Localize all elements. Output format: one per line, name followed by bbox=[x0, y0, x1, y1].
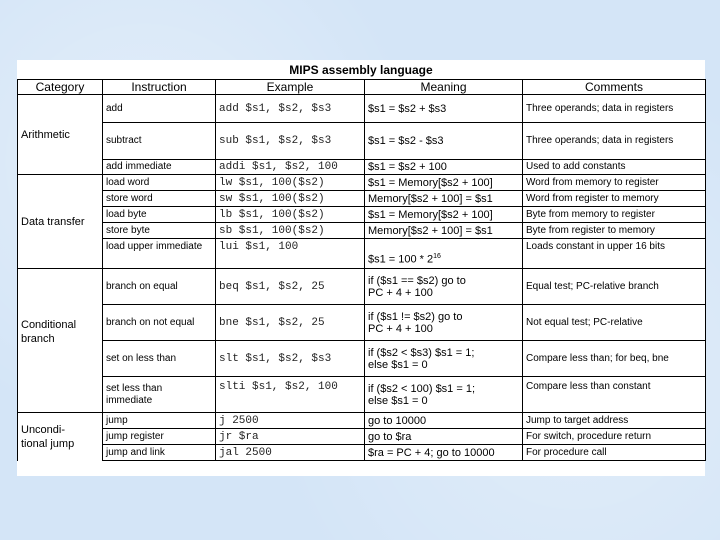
table-row bbox=[18, 377, 706, 413]
meaning-cell: Memory[$s2 + 100] = $s1 bbox=[365, 223, 523, 239]
meaning-cell: go to 10000 bbox=[365, 413, 523, 429]
meaning-line: if ($s2 < 100) $s1 = 1; bbox=[368, 382, 476, 395]
instruction-cell: add immediate bbox=[103, 160, 216, 175]
comment-cell: Three operands; data in registers bbox=[523, 123, 706, 160]
example-cell: jr $ra bbox=[216, 429, 365, 445]
instruction-cell: jump and link bbox=[103, 445, 216, 461]
meaning-cell: go to $ra bbox=[365, 429, 523, 445]
comment-cell: Equal test; PC-relative branch bbox=[523, 269, 706, 305]
meaning-cell bbox=[365, 377, 523, 413]
table-row bbox=[18, 191, 706, 207]
example-cell: j 2500 bbox=[216, 413, 365, 429]
example-cell: addi $s1, $s2, 100 bbox=[216, 160, 365, 175]
comment-cell: Byte from register to memory bbox=[523, 223, 706, 239]
instruction-cell: store byte bbox=[103, 223, 216, 239]
category-unconditional-jump bbox=[18, 413, 103, 461]
table-row bbox=[18, 239, 706, 269]
meaning-line: else $s1 = 0 bbox=[368, 394, 428, 407]
example-cell: sub $s1, $s2, $s3 bbox=[216, 123, 365, 160]
exponent: 16 bbox=[433, 253, 441, 261]
meaning-line: PC + 4 + 100 bbox=[368, 322, 433, 335]
example-cell: beq $s1, $s2, 25 bbox=[216, 269, 365, 305]
table-row bbox=[18, 223, 706, 239]
category-line: Conditional bbox=[21, 319, 77, 331]
category-arithmetic: Arithmetic bbox=[18, 95, 103, 175]
instruction-cell: branch on not equal bbox=[103, 305, 216, 341]
table-row bbox=[18, 269, 706, 305]
instruction-cell: branch on equal bbox=[103, 269, 216, 305]
instruction-line: set less than bbox=[106, 382, 163, 394]
meaning-cell: $s1 = $s2 - $s3 bbox=[365, 123, 523, 160]
meaning-cell: $ra = PC + 4; go to 10000 bbox=[365, 445, 523, 461]
meaning-text: $s1 = 100 * 2 bbox=[368, 254, 434, 266]
meaning-cell: $s1 = Memory[$s2 + 100] bbox=[365, 207, 523, 223]
example-cell: lui $s1, 100 bbox=[216, 239, 365, 269]
instruction-cell: add bbox=[103, 95, 216, 123]
comment-cell: Word from memory to register bbox=[523, 175, 706, 191]
instruction-cell: subtract bbox=[103, 123, 216, 160]
table-row bbox=[18, 160, 706, 175]
instruction-cell: set on less than bbox=[103, 341, 216, 377]
table-row bbox=[18, 207, 706, 223]
meaning-cell bbox=[365, 239, 523, 269]
table-row bbox=[18, 429, 706, 445]
meaning-cell: Memory[$s2 + 100] = $s1 bbox=[365, 191, 523, 207]
table-row bbox=[18, 305, 706, 341]
category-data-transfer: Data transfer bbox=[18, 175, 103, 269]
category-conditional-branch bbox=[18, 269, 103, 413]
meaning-cell bbox=[365, 305, 523, 341]
table-title: MIPS assembly language bbox=[289, 63, 433, 77]
comment-cell: Byte from memory to register bbox=[523, 207, 706, 223]
example-cell: slt $s1, $s2, $s3 bbox=[216, 341, 365, 377]
table-row bbox=[18, 445, 706, 461]
example-cell: sb $s1, 100($s2) bbox=[216, 223, 365, 239]
header-example: Example bbox=[216, 80, 365, 95]
category-line: tional jump bbox=[21, 437, 75, 450]
example-cell: jal 2500 bbox=[216, 445, 365, 461]
comment-cell: For procedure call bbox=[523, 445, 706, 461]
instruction-line: immediate bbox=[106, 394, 153, 406]
meaning-cell: $s1 = $s2 + $s3 bbox=[365, 95, 523, 123]
instruction-cell: store word bbox=[103, 191, 216, 207]
instruction-cell: load upper immediate bbox=[103, 239, 216, 269]
meaning-cell: $s1 = $s2 + 100 bbox=[365, 160, 523, 175]
header-meaning: Meaning bbox=[365, 80, 523, 95]
example-cell: bne $s1, $s2, 25 bbox=[216, 305, 365, 341]
meaning-cell: $s1 = Memory[$s2 + 100] bbox=[365, 175, 523, 191]
example-cell: lb $s1, 100($s2) bbox=[216, 207, 365, 223]
comment-cell: Three operands; data in registers bbox=[523, 95, 706, 123]
table-row bbox=[18, 175, 706, 191]
example-cell: sw $s1, 100($s2) bbox=[216, 191, 365, 207]
instruction-cell: jump bbox=[103, 413, 216, 429]
comment-cell: Jump to target address bbox=[523, 413, 706, 429]
instruction-cell: load word bbox=[103, 175, 216, 191]
example-cell: add $s1, $s2, $s3 bbox=[216, 95, 365, 123]
table-row bbox=[18, 413, 706, 429]
comment-cell: Loads constant in upper 16 bits bbox=[523, 239, 706, 269]
comment-cell: Compare less than constant bbox=[523, 377, 706, 413]
table-row bbox=[18, 95, 706, 123]
comment-cell: Not equal test; PC-relative bbox=[523, 305, 706, 341]
meaning-line: PC + 4 + 100 bbox=[368, 286, 433, 299]
comment-cell: Word from register to memory bbox=[523, 191, 706, 207]
table-row bbox=[18, 341, 706, 377]
header-category: Category bbox=[18, 80, 103, 95]
category-line: Uncondi- bbox=[21, 423, 66, 436]
instruction-cell bbox=[103, 377, 216, 413]
comment-cell: Compare less than; for beq, bne bbox=[523, 341, 706, 377]
meaning-line: else $s1 = 0 bbox=[368, 358, 428, 371]
category-line: branch bbox=[21, 333, 55, 345]
meaning-line: if ($s2 < $s3) $s1 = 1; bbox=[368, 346, 475, 359]
example-cell: slti $s1, $s2, 100 bbox=[216, 377, 365, 413]
comment-cell: For switch, procedure return bbox=[523, 429, 706, 445]
instruction-cell: jump register bbox=[103, 429, 216, 445]
header-comments: Comments bbox=[523, 80, 706, 95]
instruction-cell: load byte bbox=[103, 207, 216, 223]
meaning-line: if ($s1 == $s2) go to bbox=[368, 274, 466, 287]
mips-instruction-table bbox=[17, 79, 706, 461]
example-cell: lw $s1, 100($s2) bbox=[216, 175, 365, 191]
header-instruction: Instruction bbox=[103, 80, 216, 95]
table-row bbox=[18, 123, 706, 160]
meaning-line: if ($s1 != $s2) go to bbox=[368, 310, 463, 323]
header-row bbox=[18, 80, 706, 95]
meaning-cell bbox=[365, 341, 523, 377]
comment-cell: Used to add constants bbox=[523, 160, 706, 175]
meaning-cell bbox=[365, 269, 523, 305]
